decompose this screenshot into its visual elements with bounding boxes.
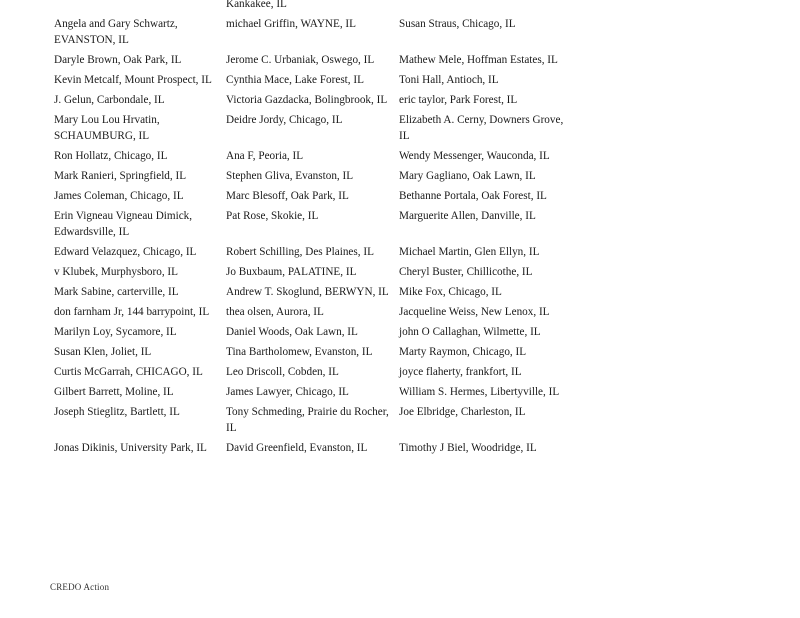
signature-entry: Angela and Gary Schwartz, EVANSTON, IL <box>54 18 178 46</box>
signature-entry: Mathew Mele, Hoffman Estates, IL <box>399 54 558 66</box>
signature-entry: David Greenfield, Evanston, IL <box>226 442 368 454</box>
signature-entry: Toni Hall, Antioch, IL <box>399 74 499 86</box>
signature-row <box>54 112 574 148</box>
signature-entry: Andrew T. Skoglund, BERWYN, IL <box>226 286 389 298</box>
signature-entry: Curtis McGarrah, CHICAGO, IL <box>54 366 203 378</box>
signature-row <box>54 0 574 16</box>
signature-entry: Tony Schmeding, Prairie du Rocher, IL <box>226 406 389 434</box>
signature-entry: thea olsen, Aurora, IL <box>226 306 324 318</box>
signature-row <box>54 188 574 208</box>
signature-row <box>54 364 574 384</box>
signature-entry: Stephen Gliva, Evanston, IL <box>226 170 354 182</box>
signature-entry: Mike Fox, Chicago, IL <box>399 286 502 298</box>
signature-row <box>54 324 574 344</box>
signature-entry: Kankakee, IL <box>226 0 287 10</box>
signature-entry: William S. Hermes, Libertyville, IL <box>399 386 560 398</box>
signature-entry: Joe Elbridge, Charleston, IL <box>399 406 526 418</box>
signature-entry: joyce flaherty, frankfort, IL <box>399 366 522 378</box>
signature-row <box>54 244 574 264</box>
signature-entry: eric taylor, Park Forest, IL <box>399 94 518 106</box>
signature-entry: Cynthia Mace, Lake Forest, IL <box>226 74 364 86</box>
signature-table-body <box>54 0 574 460</box>
signature-entry: Ana F, Peoria, IL <box>226 150 304 162</box>
signature-entry: Mark Ranieri, Springfield, IL <box>54 170 187 182</box>
signature-entry: Jonas Dikinis, University Park, IL <box>54 442 207 454</box>
signature-entry: Mary Gagliano, Oak Lawn, IL <box>399 170 536 182</box>
signature-entry: Michael Martin, Glen Ellyn, IL <box>399 246 540 258</box>
signature-row <box>54 16 574 52</box>
signature-entry: don farnham Jr, 144 barrypoint, IL <box>54 306 210 318</box>
signature-entry <box>399 0 574 16</box>
signature-entry: Mark Sabine, carterville, IL <box>54 286 179 298</box>
signature-entry: Robert Schilling, Des Plaines, IL <box>226 246 374 258</box>
signature-entry: Daryle Brown, Oak Park, IL <box>54 54 182 66</box>
signature-entry: Tina Bartholomew, Evanston, IL <box>226 346 373 358</box>
signature-entry: Wendy Messenger, Wauconda, IL <box>399 150 550 162</box>
signature-entry: Marguerite Allen, Danville, IL <box>399 210 536 222</box>
signature-row <box>54 52 574 72</box>
signature-entry: Ron Hollatz, Chicago, IL <box>54 150 168 162</box>
signature-entry: Jerome C. Urbaniak, Oswego, IL <box>226 54 375 66</box>
signature-entry: Deidre Jordy, Chicago, IL <box>226 114 343 126</box>
signature-entry: Daniel Woods, Oak Lawn, IL <box>226 326 358 338</box>
signature-entry: v Klubek, Murphysboro, IL <box>54 266 178 278</box>
signature-entry: Kevin Metcalf, Mount Prospect, IL <box>54 74 212 86</box>
signature-entry: Susan Klen, Joliet, IL <box>54 346 152 358</box>
signature-entry: Marty Raymon, Chicago, IL <box>399 346 527 358</box>
signature-entry: Cheryl Buster, Chillicothe, IL <box>399 266 533 278</box>
signature-entry: Erin Vigneau Vigneau Dimick, Edwardsville, IL <box>54 210 193 238</box>
signature-row <box>54 208 574 244</box>
signature-entry: john O Callaghan, Wilmette, IL <box>399 326 541 338</box>
signature-entry: Joseph Stieglitz, Bartlett, IL <box>54 406 180 418</box>
signature-entry: Susan Straus, Chicago, IL <box>399 18 516 30</box>
signature-entry: Pat Rose, Skokie, IL <box>226 210 319 222</box>
signature-row <box>54 284 574 304</box>
signature-entry: J. Gelun, Carbondale, IL <box>54 94 165 106</box>
signature-entry: Victoria Gazdacka, Bolingbrook, IL <box>226 94 388 106</box>
signature-row <box>54 344 574 364</box>
footer-label: CREDO Action <box>50 582 110 592</box>
signature-entry: Jo Buxbaum, PALATINE, IL <box>226 266 357 278</box>
signature-row <box>54 72 574 92</box>
signature-entry <box>54 0 226 16</box>
signature-entry: James Coleman, Chicago, IL <box>54 190 184 202</box>
signature-entry: Bethanne Portala, Oak Forest, IL <box>399 190 547 202</box>
signature-row <box>54 304 574 324</box>
signature-entry: Gilbert Barrett, Moline, IL <box>54 386 174 398</box>
signature-entry: Marilyn Loy, Sycamore, IL <box>54 326 177 338</box>
signature-entry: Jacqueline Weiss, New Lenox, IL <box>399 306 550 318</box>
signature-entry: Leo Driscoll, Cobden, IL <box>226 366 339 378</box>
signature-table <box>54 0 574 460</box>
signature-entry: James Lawyer, Chicago, IL <box>226 386 349 398</box>
signature-row <box>54 264 574 284</box>
signature-entry: Timothy J Biel, Woodridge, IL <box>399 442 537 454</box>
signature-row <box>54 404 574 440</box>
signature-entry: michael Griffin, WAYNE, IL <box>226 18 356 30</box>
signature-row <box>54 440 574 460</box>
signature-row <box>54 384 574 404</box>
signature-entry: Mary Lou Lou Hrvatin, SCHAUMBURG, IL <box>54 114 160 142</box>
signature-entry: Elizabeth A. Cerny, Downers Grove, IL <box>399 114 564 142</box>
signature-row <box>54 148 574 168</box>
signature-row <box>54 168 574 188</box>
signature-row <box>54 92 574 112</box>
signature-entry: Edward Velazquez, Chicago, IL <box>54 246 197 258</box>
signature-entry: Marc Blesoff, Oak Park, IL <box>226 190 349 202</box>
